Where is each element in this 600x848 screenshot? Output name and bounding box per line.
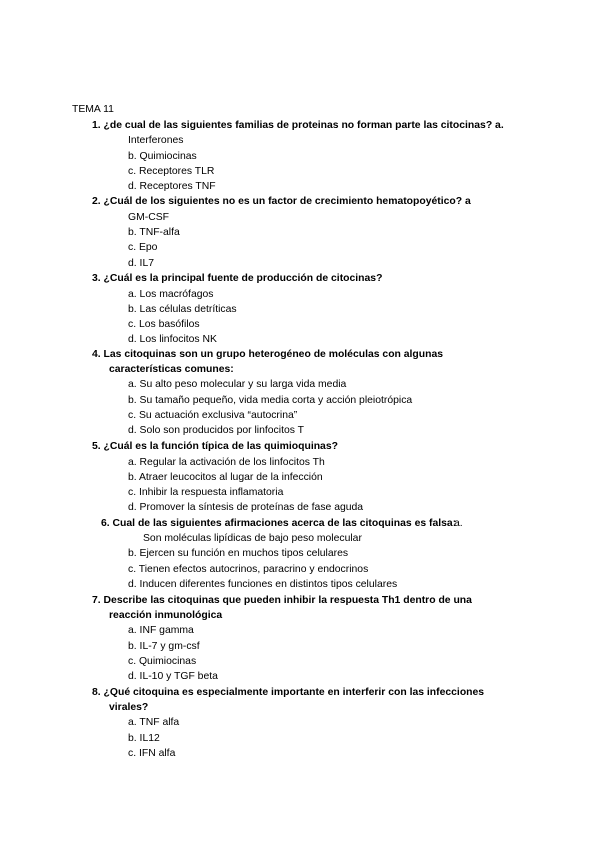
q4-option-c: c. Su actuación exclusiva “autocrina” [128,410,298,421]
page-title: TEMA 11 [72,104,114,115]
q3-option-b: b. Las células detríticas [128,304,237,315]
q5-option-b: b. Atraer leucocitos al lugar de la infección [128,472,323,483]
q3-option-d: d. Los linfocitos NK [128,334,217,345]
question-8-stem-continued: virales? [109,702,149,713]
q4-option-a: a. Su alto peso molecular y su larga vida media [128,379,347,390]
question-4-stem: 4. Las citoquinas son un grupo heterogéneo de moléculas con algunas [92,349,444,360]
q2-option-d: d. IL7 [128,258,154,269]
q7-option-c: c. Quimiocinas [128,656,197,667]
q1-option-b: b. Quimiocinas [128,151,197,162]
q5-option-c: c. Inhibir la respuesta inflamatoria [128,487,284,498]
q1-option-d: d. Receptores TNF [128,181,216,192]
q5-option-a: a. Regular la activación de los linfocitos Th [128,457,325,468]
q6-option-a-letter: a. [454,518,463,529]
question-7-stem: 7. Describe las citoquinas que pueden inhibir la respuesta Th1 dentro de una [92,595,472,606]
q2-option-c: c. Epo [128,242,158,253]
q6-option-c: c. Tienen efectos autocrinos, paracrino y endocrinos [128,564,369,575]
q4-option-b: b. Su tamaño pequeño, vida media corta y acción pleiotrópica [128,395,413,406]
q4-option-d: d. Solo son producidos por linfocitos T [128,425,304,436]
q8-option-a: a. TNF alfa [128,717,180,728]
question-7-stem-continued: reacción inmunológica [109,610,223,621]
q7-option-b: b. IL-7 y gm-csf [128,641,200,652]
question-6-stem: 6. Cual de las siguientes afirmaciones acerca de las citoquinas es falsa: [101,518,457,529]
q7-option-d: d. IL-10 y TGF beta [128,671,218,682]
question-4-stem-continued: características comunes: [109,364,234,375]
question-2-stem: 2. ¿Cuál de los siguientes no es un factor de crecimiento hematopoyético? a [92,196,471,207]
q6-option-d: d. Inducen diferentes funciones en distintos tipos celulares [128,579,398,590]
q3-option-a: a. Los macrófagos [128,289,214,300]
q7-option-a: a. INF gamma [128,625,194,636]
q6-option-a: Son moléculas lipídicas de bajo peso molecular [143,533,362,544]
question-5-stem: 5. ¿Cuál es la función típica de las quimioquinas? [92,441,338,452]
question-1-stem: 1. ¿de cual de las siguientes familias de proteinas no forman parte las citocinas? a. [92,120,504,131]
q3-option-c: c. Los basófilos [128,319,200,330]
q8-option-c: c. IFN alfa [128,748,176,759]
q1-option-c: c. Receptores TLR [128,166,215,177]
q1-option-a: Interferones [128,135,184,146]
question-8-stem: 8. ¿Qué citoquina es especialmente importante en interferir con las infecciones [92,687,485,698]
q8-option-b: b. IL12 [128,733,160,744]
q2-option-a: GM-CSF [128,212,169,223]
q5-option-d: d. Promover la síntesis de proteínas de fase aguda [128,502,364,513]
question-3-stem: 3. ¿Cuál es la principal fuente de producción de citocinas? [92,273,383,284]
q6-option-b: b. Ejercen su función en muchos tipos celulares [128,548,349,559]
q2-option-b: b. TNF-alfa [128,227,180,238]
